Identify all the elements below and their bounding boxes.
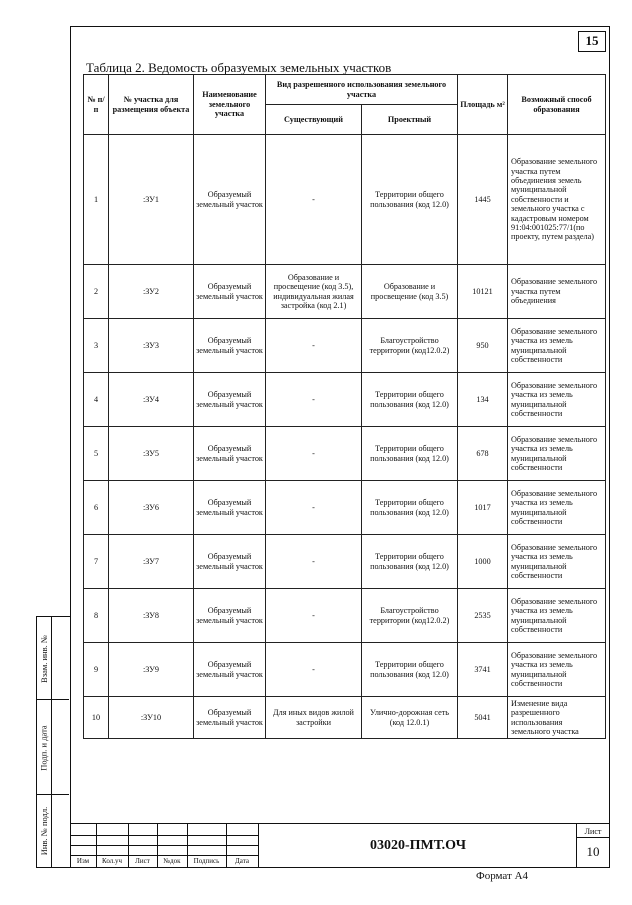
list-number: 10 — [586, 844, 600, 859]
row-projected-use: Улично-дорожная сеть (код 12.0.1) — [362, 697, 458, 739]
row-name: Образуемый земельный участок — [194, 265, 266, 319]
header-num: № п/п — [84, 75, 109, 135]
format-label: Формат А4 — [476, 870, 529, 882]
row-plot-id: :ЗУ7 — [109, 535, 194, 589]
row-plot-id: :ЗУ10 — [109, 697, 194, 739]
row-method: Образование земельного участка из земель муниципальной собственности — [508, 319, 606, 373]
row-existing-use: - — [266, 319, 362, 373]
table-row — [84, 319, 606, 373]
stamp-col-sign: Подпись — [193, 857, 220, 865]
title-block — [70, 823, 610, 868]
row-method: Образование земельного участка из земель муниципальной собственности — [508, 373, 606, 427]
table-row — [84, 265, 606, 319]
row-plot-id: :ЗУ4 — [109, 373, 194, 427]
header-projected: Проектный — [362, 105, 458, 135]
table-row — [84, 373, 606, 427]
row-area: 5041 — [458, 697, 508, 739]
inv-original-label: Инв. № подл. — [39, 806, 49, 856]
row-num: 6 — [84, 481, 109, 535]
row-existing-use: - — [266, 481, 362, 535]
stamp-col-doc: №док — [163, 857, 181, 865]
header-area: Площадь м² — [458, 75, 508, 135]
left-margin-stamp — [36, 616, 70, 868]
row-area: 1017 — [458, 481, 508, 535]
row-plot-id: :ЗУ9 — [109, 643, 194, 697]
row-area: 10121 — [458, 265, 508, 319]
header-method: Возможный способ образования — [508, 75, 606, 135]
stamp-col-list: Лист — [135, 857, 150, 865]
row-name: Образуемый земельный участок — [194, 373, 266, 427]
row-method: Образование земельного участка из земель муниципальной собственности — [508, 427, 606, 481]
row-plot-id: :ЗУ8 — [109, 589, 194, 643]
header-use-group: Вид разрешенного использования земельного участка — [266, 75, 458, 105]
table-row — [84, 535, 606, 589]
row-area: 678 — [458, 427, 508, 481]
row-existing-use: - — [266, 643, 362, 697]
row-projected-use: Территории общего пользования (код 12.0) — [362, 535, 458, 589]
row-projected-use: Благоустройство территории (код12.0.2) — [362, 319, 458, 373]
row-num: 3 — [84, 319, 109, 373]
row-existing-use: - — [266, 427, 362, 481]
row-projected-use: Территории общего пользования (код 12.0) — [362, 135, 458, 265]
row-num: 7 — [84, 535, 109, 589]
row-projected-use: Благоустройство территории (код12.0.2) — [362, 589, 458, 643]
header-existing: Существующий — [266, 105, 362, 135]
plots-table — [83, 74, 606, 739]
row-name: Образуемый земельный участок — [194, 643, 266, 697]
row-name: Образуемый земельный участок — [194, 589, 266, 643]
row-method: Образование земельного участка из земель муниципальной собственности — [508, 535, 606, 589]
row-projected-use: Образование и просвещение (код 3.5) — [362, 265, 458, 319]
row-method: Образование земельного участка путем объединения земель муниципальной собственности и земельного участка с кадастровым номером 91:04:001025:77/1(по проекту, путем раздела) — [508, 135, 606, 265]
row-plot-id: :ЗУ2 — [109, 265, 194, 319]
row-existing-use: - — [266, 589, 362, 643]
row-num: 8 — [84, 589, 109, 643]
row-plot-id: :ЗУ3 — [109, 319, 194, 373]
stamp-col-date: Дата — [235, 857, 249, 865]
row-existing-use: - — [266, 373, 362, 427]
stamp-col-kol: Кол.уч — [102, 857, 122, 865]
row-existing-use: - — [266, 535, 362, 589]
table-row — [84, 135, 606, 265]
row-existing-use: Для иных видов жилой застройки — [266, 697, 362, 739]
table-row — [84, 589, 606, 643]
row-existing-use: - — [266, 135, 362, 265]
row-name: Образуемый земельный участок — [194, 481, 266, 535]
row-method: Образование земельного участка из земель муниципальной собственности — [508, 589, 606, 643]
row-area: 134 — [458, 373, 508, 427]
row-projected-use: Территории общего пользования (код 12.0) — [362, 481, 458, 535]
header-plot-id: № участка для размещения объекта — [109, 75, 194, 135]
row-area: 1000 — [458, 535, 508, 589]
table-row — [84, 481, 606, 535]
row-plot-id: :ЗУ5 — [109, 427, 194, 481]
row-method: Образование земельного участка из земель муниципальной собственности — [508, 643, 606, 697]
row-num: 9 — [84, 643, 109, 697]
inv-replace-label: Взам. инв. № — [39, 634, 49, 683]
row-plot-id: :ЗУ6 — [109, 481, 194, 535]
row-area: 3741 — [458, 643, 508, 697]
row-name: Образуемый земельный участок — [194, 427, 266, 481]
row-method: Образование земельного участка из земель муниципальной собственности — [508, 481, 606, 535]
document-code: 03020-ПМТ.ОЧ — [369, 838, 467, 853]
sheet-number: 15 — [578, 31, 606, 52]
row-num: 10 — [84, 697, 109, 739]
stamp-col-izm: Изм — [76, 857, 90, 865]
row-num: 2 — [84, 265, 109, 319]
row-area: 2535 — [458, 589, 508, 643]
sign-date-label: Подп. и дата — [39, 724, 50, 771]
row-plot-id: :ЗУ1 — [109, 135, 194, 265]
row-projected-use: Территории общего пользования (код 12.0) — [362, 373, 458, 427]
row-projected-use: Территории общего пользования (код 12.0) — [362, 427, 458, 481]
row-name: Образуемый земельный участок — [194, 319, 266, 373]
table-row — [84, 427, 606, 481]
row-num: 1 — [84, 135, 109, 265]
row-area: 950 — [458, 319, 508, 373]
row-projected-use: Территории общего пользования (код 12.0) — [362, 643, 458, 697]
row-method: Образование земельного участка путем объединения — [508, 265, 606, 319]
row-num: 4 — [84, 373, 109, 427]
row-existing-use: Образование и просвещение (код 3.5), индивидуальная жилая застройка (код 2.1) — [266, 265, 362, 319]
table-title: Таблица 2. Ведомость образуемых земельных участков — [86, 60, 392, 75]
row-area: 1445 — [458, 135, 508, 265]
table-row — [84, 697, 606, 739]
header-name: Наименование земельного участка — [194, 75, 266, 135]
row-num: 5 — [84, 427, 109, 481]
row-method: Изменение вида разрешенного использования земельного участка — [508, 697, 606, 739]
row-name: Образуемый земельный участок — [194, 135, 266, 265]
row-name: Образуемый земельный участок — [194, 697, 266, 739]
list-label: Лист — [584, 827, 602, 836]
row-name: Образуемый земельный участок — [194, 535, 266, 589]
table-row — [84, 643, 606, 697]
